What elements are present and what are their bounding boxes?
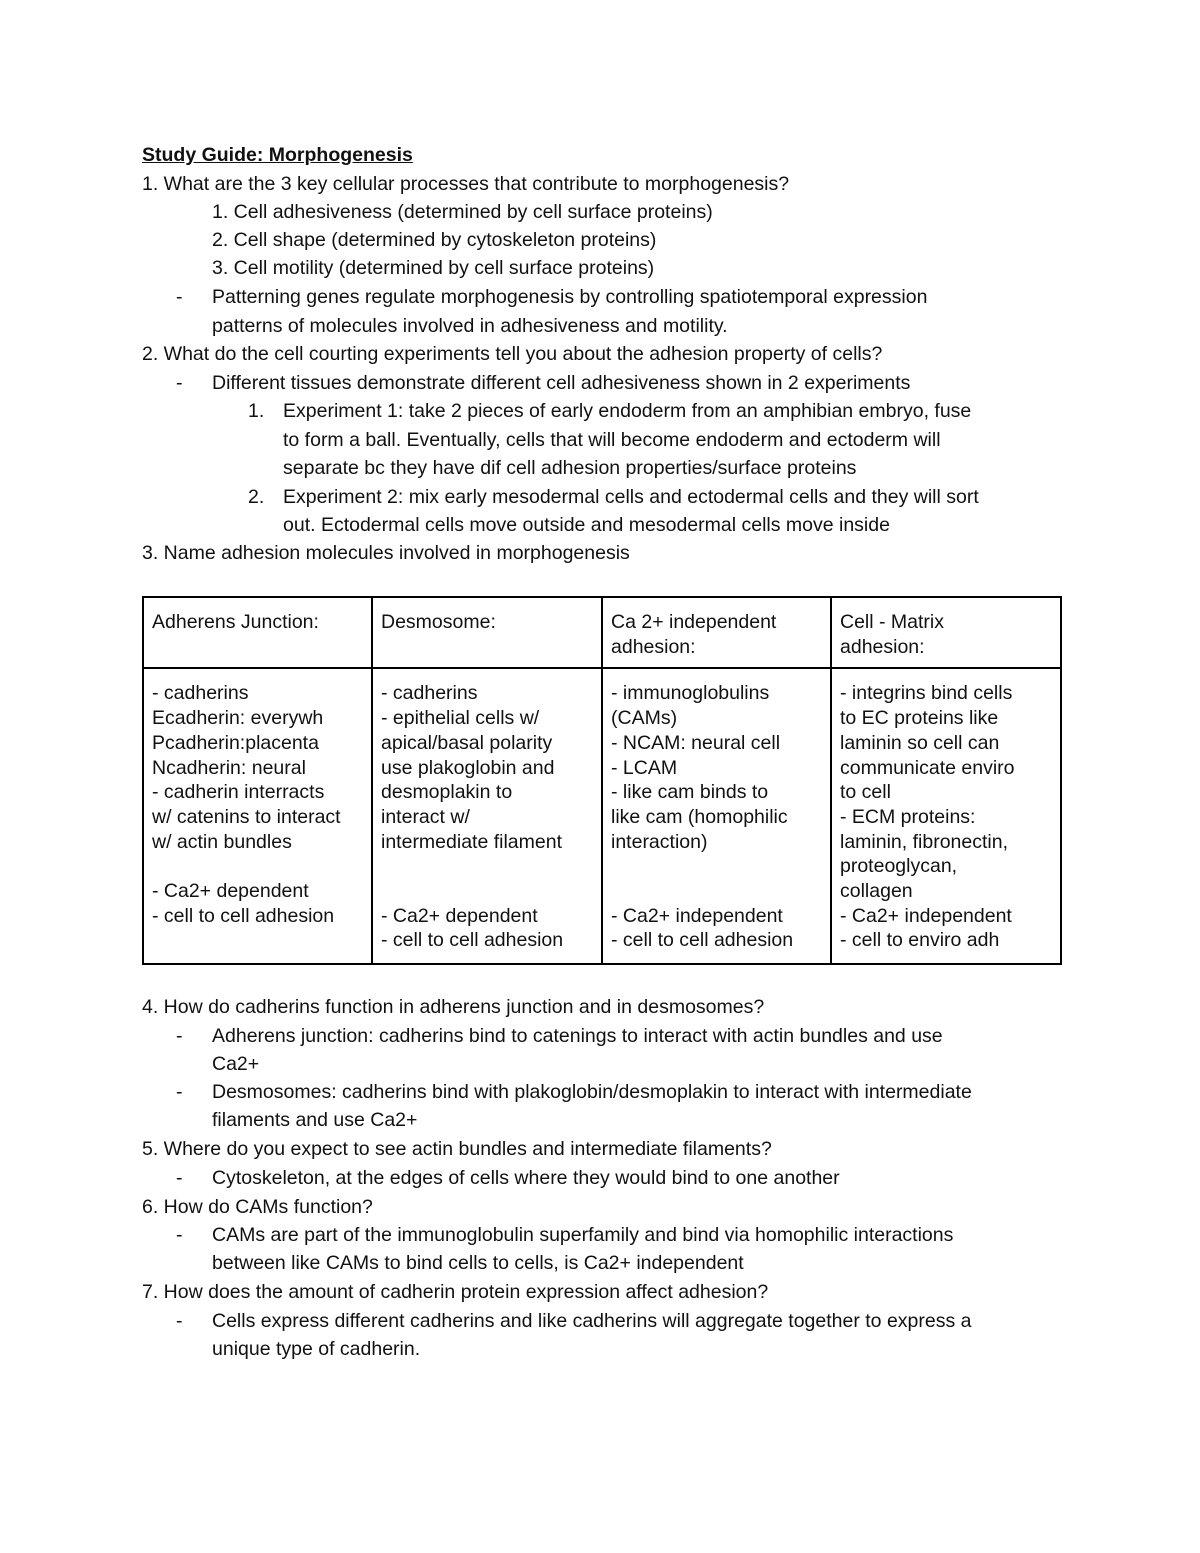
cell-line: - Ca2+ independent bbox=[611, 904, 783, 927]
cell-line: interaction) bbox=[611, 830, 708, 853]
page-title: Study Guide: Morphogenesis bbox=[142, 144, 413, 166]
bullet-dash: - bbox=[176, 1167, 183, 1189]
cell-line bbox=[381, 879, 594, 904]
q1-bullet-line1: Patterning genes regulate morphogenesis by controlling spatiotemporal expression bbox=[212, 286, 928, 308]
cell-line bbox=[611, 854, 823, 879]
q6-bullet1-line1: CAMs are part of the immunoglobulin superfamily and bind via homophilic interactions bbox=[212, 1224, 954, 1246]
table-header-cell bbox=[831, 597, 1061, 668]
cell-line: to EC proteins like bbox=[840, 707, 999, 730]
question-3: 3. Name adhesion molecules involved in morphogenesis bbox=[142, 542, 630, 564]
q2-exp1-line1: Experiment 1: take 2 pieces of early endoderm from an amphibian embryo, fuse bbox=[283, 400, 972, 422]
header-text: Adherens Junction: bbox=[152, 611, 319, 633]
question-7: 7. How does the amount of cadherin protein expression affect adhesion? bbox=[142, 1281, 769, 1303]
cell-line: - Ca2+ independent bbox=[840, 904, 1012, 927]
cell-line: - immunoglobulins bbox=[611, 682, 770, 705]
q1-item-2: 2. Cell shape (determined by cytoskeleton proteins) bbox=[212, 229, 657, 251]
bullet-dash: - bbox=[176, 1310, 183, 1332]
cell-line: - cadherins bbox=[152, 682, 249, 705]
cell-line: - cadherin interracts bbox=[152, 781, 325, 804]
bullet-dash: - bbox=[176, 1025, 183, 1047]
table-cell-ca-independent bbox=[602, 668, 831, 964]
table-header-cell bbox=[143, 597, 372, 668]
cell-line: use plakoglobin and bbox=[381, 756, 555, 779]
table-cell-adherens bbox=[143, 668, 372, 964]
header-text: adhesion: bbox=[840, 635, 925, 658]
cell-line: w/ catenins to interact bbox=[152, 805, 341, 828]
bullet-dash: - bbox=[176, 286, 183, 308]
table-header-cell bbox=[372, 597, 602, 668]
cell-line: - LCAM bbox=[611, 756, 678, 779]
table-header-row bbox=[143, 597, 1061, 668]
q2-exp1-number: 1. bbox=[248, 400, 265, 422]
q2-exp2-number: 2. bbox=[248, 486, 265, 508]
cell-line: desmoplakin to bbox=[381, 781, 513, 804]
cell-line: Pcadherin:placenta bbox=[152, 731, 319, 754]
cell-line: - epithelial cells w/ bbox=[381, 707, 540, 730]
question-1: 1. What are the 3 key cellular processes that contribute to morphogenesis? bbox=[142, 173, 790, 195]
q2-bullet: Different tissues demonstrate different cell adhesiveness shown in 2 experiments bbox=[212, 372, 911, 394]
header-text: Cell - Matrix bbox=[840, 611, 945, 633]
cell-line: - ECM proteins: bbox=[840, 805, 976, 828]
cell-line: communicate enviro bbox=[840, 756, 1015, 779]
q5-bullet1: Cytoskeleton, at the edges of cells where they would bind to one another bbox=[212, 1167, 840, 1189]
header-text: adhesion: bbox=[611, 635, 696, 658]
cell-line: - NCAM: neural cell bbox=[611, 731, 781, 754]
q1-item-1: 1. Cell adhesiveness (determined by cell surface proteins) bbox=[212, 201, 713, 223]
cell-line: - cell to enviro adh bbox=[840, 929, 1000, 952]
cell-line: apical/basal polarity bbox=[381, 731, 553, 754]
q7-bullet1-line1: Cells express different cadherins and like cadherins will aggregate together to express a bbox=[212, 1310, 972, 1332]
cell-line: Ecadherin: everywh bbox=[152, 707, 324, 730]
cell-line: like cam (homophilic bbox=[611, 805, 788, 828]
q1-bullet-line2: patterns of molecules involved in adhesiveness and motility. bbox=[212, 315, 728, 337]
cell-line bbox=[611, 879, 823, 904]
cell-line bbox=[381, 854, 594, 879]
table-cell-cell-matrix bbox=[831, 668, 1061, 964]
bullet-dash: - bbox=[176, 372, 183, 394]
cell-line: laminin, fibronectin, bbox=[840, 830, 1008, 853]
q4-bullet2-line2: filaments and use Ca2+ bbox=[212, 1109, 418, 1131]
cell-line: laminin so cell can bbox=[840, 731, 1000, 754]
cell-line: - cell to cell adhesion bbox=[611, 929, 794, 952]
cell-line: Ncadherin: neural bbox=[152, 756, 306, 779]
table-cell-desmosome bbox=[372, 668, 602, 964]
q4-bullet1-line2: Ca2+ bbox=[212, 1053, 260, 1075]
cell-line: interact w/ bbox=[381, 805, 470, 828]
cell-line: to cell bbox=[840, 781, 891, 804]
cell-line: - cell to cell adhesion bbox=[381, 929, 564, 952]
q4-bullet2-line1: Desmosomes: cadherins bind with plakoglobin/desmoplakin to interact with intermediate bbox=[212, 1081, 972, 1103]
cell-line: w/ actin bundles bbox=[152, 830, 292, 853]
cell-line: - like cam binds to bbox=[611, 781, 769, 804]
cell-line: intermediate filament bbox=[381, 830, 563, 853]
q2-exp2-line2: out. Ectodermal cells move outside and mesodermal cells move inside bbox=[283, 514, 890, 536]
cell-line: proteoglycan, bbox=[840, 855, 958, 878]
q7-bullet1-line2: unique type of cadherin. bbox=[212, 1338, 421, 1360]
header-text: Ca 2+ independent bbox=[611, 611, 777, 633]
question-4: 4. How do cadherins function in adherens junction and in desmosomes? bbox=[142, 996, 765, 1018]
cell-line: - Ca2+ dependent bbox=[152, 880, 309, 903]
cell-line: - cell to cell adhesion bbox=[152, 904, 335, 927]
cell-line: collagen bbox=[840, 880, 913, 903]
q2-exp2-line1: Experiment 2: mix early mesodermal cells and ectodermal cells and they will sort bbox=[283, 486, 979, 508]
q2-exp1-line3: separate bc they have dif cell adhesion properties/surface proteins bbox=[283, 457, 857, 479]
cell-line: - integrins bind cells bbox=[840, 682, 1013, 705]
table-header-cell bbox=[602, 597, 831, 668]
cell-line: - Ca2+ dependent bbox=[381, 904, 538, 927]
q4-bullet1-line1: Adherens junction: cadherins bind to catenings to interact with actin bundles and use bbox=[212, 1025, 943, 1047]
adhesion-table bbox=[142, 596, 1062, 965]
cell-line bbox=[152, 854, 364, 879]
cell-line: (CAMs) bbox=[611, 707, 678, 730]
q2-exp1-line2: to form a ball. Eventually, cells that will become endoderm and ectoderm will bbox=[283, 429, 941, 451]
table-row bbox=[143, 668, 1061, 964]
q1-item-3: 3. Cell motility (determined by cell surface proteins) bbox=[212, 257, 655, 279]
bullet-dash: - bbox=[176, 1224, 183, 1246]
bullet-dash: - bbox=[176, 1081, 183, 1103]
question-6: 6. How do CAMs function? bbox=[142, 1196, 373, 1218]
question-5: 5. Where do you expect to see actin bundles and intermediate filaments? bbox=[142, 1138, 772, 1160]
header-text: Desmosome: bbox=[381, 611, 496, 633]
cell-line: - cadherins bbox=[381, 682, 478, 705]
q6-bullet1-line2: between like CAMs to bind cells to cells, is Ca2+ independent bbox=[212, 1252, 744, 1274]
question-2: 2. What do the cell courting experiments tell you about the adhesion property of cells? bbox=[142, 343, 883, 365]
